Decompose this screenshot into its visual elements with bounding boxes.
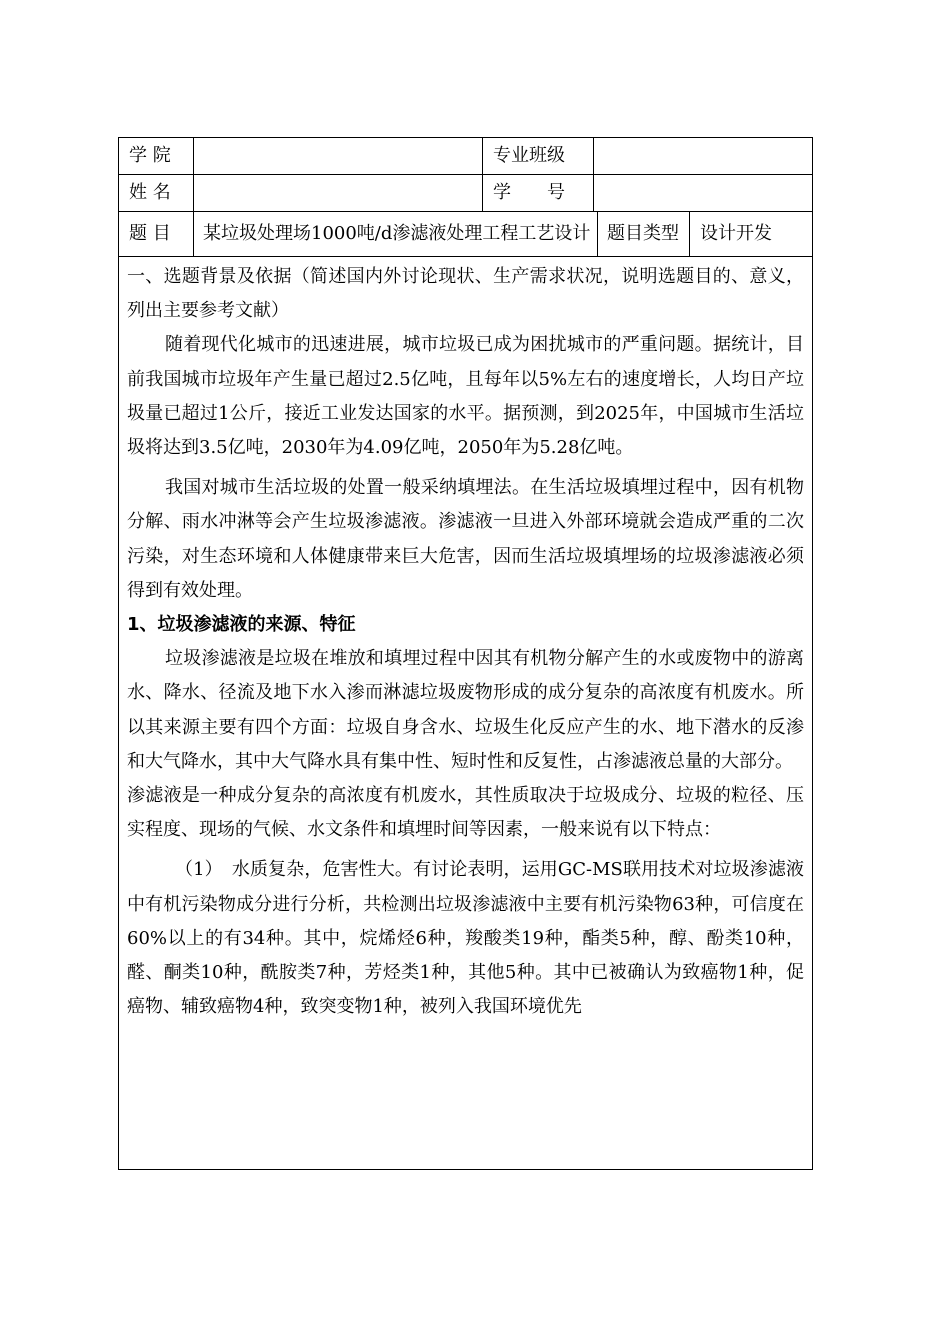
- paragraph-4: 渗滤液是一种成分复杂的高浓度有机废水，其性质取决于垃圾成分、垃圾的粒径、压实程度、现场的气候、水文条件和填埋时间等因素，一般来说有以下特点：: [127, 785, 804, 841]
- topic-type-field[interactable]: 设计开发: [700, 223, 772, 244]
- student-id-field[interactable]: [594, 175, 812, 211]
- background-section: [119, 257, 812, 1024]
- paragraph-1: 随着现代化城市的迅速进展，城市垃圾已成为困扰城市的严重问题。据统计，目前我国城市垃圾年产生量已超过2.5亿吨，且每年以5%左右的速度增长，人均日产垃圾量已超过1公斤，接近工业发达国家的水平。据预测，到2025年，中国城市生活垃圾将达到3.5亿吨，2030年为4.09亿吨，2050年为5.28亿吨。: [127, 334, 804, 459]
- application-form: [118, 137, 813, 1170]
- topic-field[interactable]: 某垃圾处理场1000吨/d渗滤液处理工程工艺设计: [194, 212, 598, 256]
- header-row-topic: [119, 212, 812, 257]
- header-row-college: [119, 138, 812, 175]
- class-label: 专业班级: [483, 138, 594, 174]
- heading-1: 1、垃圾渗滤液的来源、特征: [127, 614, 356, 636]
- college-label: 学 院: [119, 138, 194, 174]
- topic-type-label: 题目类型: [598, 212, 690, 256]
- college-field[interactable]: [194, 138, 483, 174]
- class-field[interactable]: [594, 138, 812, 174]
- paragraph-5: （1） 水质复杂，危害性大。有讨论表明，运用GC-MS联用技术对垃圾渗滤液中有机污染物成分进行分析，共检测出垃圾渗滤液中主要有机污染物63种，可信度在60%以上的有34种。其中，烷烯烃6种，羧酸类19种，酯类5种，醇、酚类10种，醛、酮类10种，酰胺类7种，芳烃类1种，其他5种。其中已被确认为致癌物1种，促癌物、辅致癌物4种，致突变物1种，被列入我国环境优先: [127, 859, 804, 1018]
- student-id-label: 学 号: [483, 175, 594, 211]
- paragraph-2: 我国对城市生活垃圾的处置一般采纳填埋法。在生活垃圾填埋过程中，因有机物分解、雨水冲淋等会产生垃圾渗滤液。渗滤液一旦进入外部环境就会造成严重的二次污染，对生态环境和人体健康带来巨大危害，因而生活垃圾填埋场的垃圾渗滤液必须得到有效处理。: [127, 477, 804, 601]
- name-field[interactable]: [194, 175, 483, 211]
- header-row-name: [119, 175, 812, 212]
- section-title: 一、选题背景及依据（简述国内外讨论现状、生产需求状况，说明选题目的、意义，列出主要参考文献）: [127, 266, 804, 322]
- topic-label: 题 目: [119, 212, 194, 256]
- name-label: 姓 名: [119, 175, 194, 211]
- paragraph-3: 垃圾渗滤液是垃圾在堆放和填埋过程中因其有机物分解产生的水或废物中的游离水、降水、径流及地下水入渗而淋滤垃圾废物形成的成分复杂的高浓度有机废水。所以其来源主要有四个方面：垃圾自身含水、垃圾生化反应产生的水、地下潜水的反渗和大气降水，其中大气降水具有集中性、短时性和反复性，占渗滤液总量的大部分。: [127, 648, 804, 772]
